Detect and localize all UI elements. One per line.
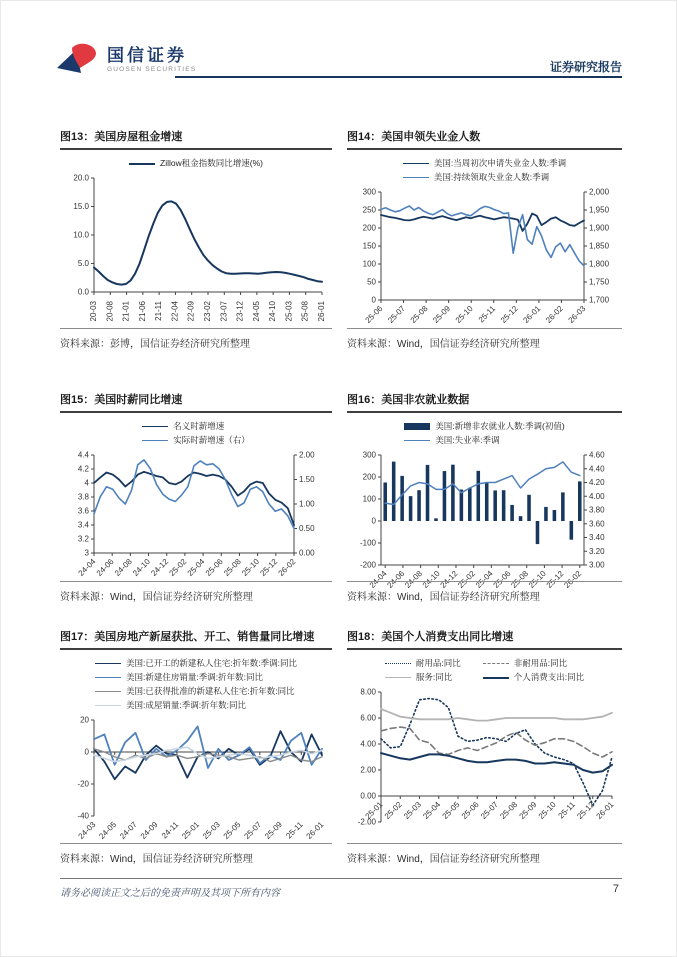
legend-swatch <box>385 663 411 664</box>
svg-text:200: 200 <box>362 472 376 482</box>
figure-title: 图13：美国房屋租金增速 <box>60 128 332 150</box>
svg-text:3.80: 3.80 <box>589 505 605 515</box>
brand-name-en: GUOSEN SECURITIES <box>107 66 197 73</box>
svg-text:1,750: 1,750 <box>589 277 610 287</box>
svg-text:25-04: 25-04 <box>185 557 207 578</box>
legend-swatch <box>483 677 509 679</box>
svg-text:25-10: 25-10 <box>240 557 262 578</box>
source-note: 资料来源：Wind，国信证券经济研究所整理 <box>347 843 622 865</box>
svg-text:25-08: 25-08 <box>300 301 310 322</box>
legend-label: 耐用品:同比 <box>415 658 461 668</box>
svg-text:4: 4 <box>84 478 89 488</box>
svg-text:0.00: 0.00 <box>299 548 315 558</box>
svg-text:4.4: 4.4 <box>77 450 89 460</box>
svg-text:-200: -200 <box>359 560 376 570</box>
svg-text:24-10: 24-10 <box>131 557 152 578</box>
svg-text:25-07: 25-07 <box>479 800 500 821</box>
svg-text:24-03: 24-03 <box>76 820 98 841</box>
chart-canvas <box>60 449 332 579</box>
legend-swatch <box>404 423 430 430</box>
guosen-logo-icon <box>55 42 99 78</box>
chart-legend <box>347 420 622 447</box>
svg-text:5.0: 5.0 <box>77 259 89 268</box>
svg-text:4.20: 4.20 <box>589 478 605 487</box>
svg-text:24-05: 24-05 <box>97 820 119 841</box>
legend-label: 非耐用品:同比 <box>513 658 568 668</box>
source-note: 资料来源：Wind，国信证券经济研究所整理 <box>347 581 622 603</box>
svg-text:25-08: 25-08 <box>498 800 520 821</box>
svg-text:25-03: 25-03 <box>200 820 222 841</box>
svg-text:25-09: 25-09 <box>517 800 539 821</box>
chart-canvas <box>347 449 622 590</box>
svg-text:24-10: 24-10 <box>268 301 278 322</box>
svg-text:3.40: 3.40 <box>589 533 605 542</box>
svg-text:25-09: 25-09 <box>431 304 453 325</box>
legend-swatch <box>142 426 168 427</box>
legend-item <box>483 671 584 684</box>
svg-text:25-12: 25-12 <box>544 569 566 590</box>
legend-label: 美国:失业率:季调 <box>435 435 500 445</box>
svg-text:25-01: 25-01 <box>363 800 385 821</box>
svg-text:10.0: 10.0 <box>73 230 89 240</box>
brand <box>55 42 196 78</box>
svg-text:-100: -100 <box>359 538 376 548</box>
figure-title: 图15：美国时薪同比增速 <box>60 391 332 413</box>
svg-text:25-01: 25-01 <box>180 820 202 841</box>
svg-text:25-08: 25-08 <box>408 304 430 325</box>
svg-text:25-08: 25-08 <box>222 557 243 578</box>
svg-text:21-06: 21-06 <box>137 301 147 322</box>
legend-item <box>404 434 564 447</box>
chart-canvas <box>347 686 622 836</box>
figure-title: 图16：美国非农就业数据 <box>347 391 622 413</box>
svg-text:0: 0 <box>371 516 376 526</box>
brand-text <box>107 46 196 74</box>
legend-item <box>403 157 566 170</box>
figure-title: 图14：美国申领失业金人数 <box>347 128 622 150</box>
svg-text:25-12: 25-12 <box>498 304 520 325</box>
svg-text:20-03: 20-03 <box>89 301 98 322</box>
svg-text:250: 250 <box>362 205 376 215</box>
svg-text:-20: -20 <box>77 779 89 789</box>
legend-label: 美国:新增非农就业人数:季调(初值) <box>435 421 565 431</box>
footer-divider <box>60 878 622 879</box>
legend-swatch <box>95 677 121 678</box>
svg-text:25-10: 25-10 <box>526 569 548 590</box>
svg-text:8.00: 8.00 <box>360 687 376 697</box>
legend-label: 实际时薪增速（右） <box>173 435 250 445</box>
svg-text:4.60: 4.60 <box>589 450 605 460</box>
chart-legend <box>60 157 332 170</box>
svg-text:3.20: 3.20 <box>589 546 605 556</box>
svg-text:15.0: 15.0 <box>73 202 89 211</box>
svg-text:1,700: 1,700 <box>589 295 610 305</box>
legend-label: Zillow租金指数同比增速(%) <box>160 158 263 168</box>
svg-text:25-09: 25-09 <box>263 820 284 841</box>
chart-legend <box>60 420 332 447</box>
svg-text:150: 150 <box>362 241 376 251</box>
figure-panel-13 <box>60 128 332 350</box>
svg-text:25-06: 25-06 <box>363 304 385 325</box>
svg-text:0.00: 0.00 <box>360 791 376 801</box>
svg-text:25-07: 25-07 <box>386 304 407 325</box>
chart-legend <box>347 657 622 684</box>
svg-text:23-12: 23-12 <box>235 301 245 322</box>
footer-disclaimer: 请务必阅读正文之后的免责声明及其项下所有内容 <box>60 888 280 899</box>
svg-text:4.2: 4.2 <box>77 464 89 474</box>
svg-text:23-02: 23-02 <box>203 301 212 322</box>
legend-swatch <box>142 440 168 441</box>
svg-text:20-08: 20-08 <box>105 301 115 322</box>
svg-text:1.50: 1.50 <box>299 475 315 484</box>
svg-text:2.00: 2.00 <box>360 765 376 775</box>
svg-text:26-01: 26-01 <box>304 820 326 841</box>
svg-text:25-06: 25-06 <box>491 569 513 590</box>
svg-text:25-12: 25-12 <box>575 800 597 821</box>
figure-panel-17 <box>60 628 332 865</box>
svg-text:22-04: 22-04 <box>170 301 180 322</box>
svg-text:24-11: 24-11 <box>159 820 181 841</box>
svg-text:3.4: 3.4 <box>77 520 89 530</box>
svg-text:25-12: 25-12 <box>258 557 280 578</box>
header-divider <box>175 76 622 78</box>
svg-text:50: 50 <box>367 277 376 287</box>
svg-text:25-05: 25-05 <box>440 800 462 821</box>
svg-text:0.0: 0.0 <box>77 287 89 297</box>
svg-text:4.00: 4.00 <box>360 739 376 749</box>
svg-text:1,950: 1,950 <box>589 205 610 215</box>
svg-text:3.8: 3.8 <box>77 492 89 502</box>
legend-swatch <box>483 663 509 664</box>
svg-text:25-11: 25-11 <box>556 800 577 821</box>
legend-swatch <box>403 177 429 178</box>
svg-text:24-06: 24-06 <box>94 557 116 578</box>
svg-text:26-01: 26-01 <box>317 301 326 322</box>
legend-label: 美国:已开工的新建私人住宅:折年数:季调:同比 <box>126 658 297 668</box>
svg-text:25-04: 25-04 <box>421 800 443 821</box>
legend-item <box>142 434 250 447</box>
svg-text:26-02: 26-02 <box>544 304 565 325</box>
legend-item <box>129 157 263 170</box>
source-note: 资料来源：Wind，国信证券经济研究所整理 <box>347 328 622 350</box>
svg-text:300: 300 <box>362 450 376 460</box>
legend-label: 美国:成屋销量:季调:折年数:同比 <box>126 700 246 710</box>
legend-swatch <box>95 663 121 664</box>
legend-item <box>95 657 297 670</box>
legend-swatch <box>403 163 429 164</box>
legend-label: 美国:已获得批准的新建私人住宅:折年数:同比 <box>126 686 295 696</box>
svg-text:24-04: 24-04 <box>367 569 389 590</box>
svg-text:3.00: 3.00 <box>589 560 605 570</box>
svg-text:26-01: 26-01 <box>521 304 543 325</box>
svg-text:25-10: 25-10 <box>453 304 475 325</box>
svg-text:21-01: 21-01 <box>121 301 131 322</box>
svg-text:24-10: 24-10 <box>420 569 442 590</box>
svg-text:24-08: 24-08 <box>403 569 425 590</box>
svg-text:25-05: 25-05 <box>221 820 243 841</box>
svg-text:25-03: 25-03 <box>284 301 294 322</box>
svg-text:2.00: 2.00 <box>299 450 315 460</box>
svg-text:24-07: 24-07 <box>118 820 139 841</box>
svg-text:300: 300 <box>362 187 376 197</box>
svg-text:3.6: 3.6 <box>77 506 89 516</box>
legend-swatch <box>95 691 121 692</box>
svg-text:25-04: 25-04 <box>473 569 495 590</box>
svg-text:24-09: 24-09 <box>138 820 160 841</box>
svg-text:24-08: 24-08 <box>112 557 134 578</box>
svg-text:25-07: 25-07 <box>242 820 264 841</box>
svg-text:24-05: 24-05 <box>251 301 261 322</box>
figure-panel-18 <box>347 628 622 865</box>
svg-text:1,900: 1,900 <box>589 223 610 233</box>
chart-canvas <box>60 714 332 842</box>
svg-text:100: 100 <box>362 259 376 269</box>
legend-item <box>95 685 297 698</box>
source-note: 资料来源：彭博，国信证券经济研究所整理 <box>60 328 332 350</box>
svg-text:0.50: 0.50 <box>299 524 315 533</box>
svg-text:0: 0 <box>84 747 89 757</box>
legend-swatch <box>95 705 121 706</box>
svg-text:3.2: 3.2 <box>77 534 89 544</box>
svg-text:4.40: 4.40 <box>589 464 605 474</box>
svg-text:25-11: 25-11 <box>476 304 498 325</box>
svg-text:24-04: 24-04 <box>76 557 98 578</box>
svg-text:26-03: 26-03 <box>566 304 588 325</box>
legend-swatch <box>129 163 155 165</box>
svg-text:25-02: 25-02 <box>456 569 478 590</box>
source-note: 资料来源：Wind，国信证券经济研究所整理 <box>60 843 332 865</box>
figure-title: 图17：美国房地产新屋获批、开工、销售量同比增速 <box>60 628 332 650</box>
svg-text:25-06: 25-06 <box>459 800 481 821</box>
legend-swatch <box>404 440 430 441</box>
svg-text:2,000: 2,000 <box>589 187 610 197</box>
legend-label: 美国:新建住房销量:季调:折年数:同比 <box>126 672 263 682</box>
svg-text:25-11: 25-11 <box>284 820 305 841</box>
page-number: 7 <box>612 883 619 895</box>
svg-text:1,800: 1,800 <box>589 259 610 269</box>
figure-panel-14 <box>347 128 622 350</box>
svg-text:24-12: 24-12 <box>438 569 460 590</box>
svg-text:-40: -40 <box>77 811 89 821</box>
report-type-label: 证券研究报告 <box>549 60 622 74</box>
svg-text:6.00: 6.00 <box>360 713 376 723</box>
legend-item <box>483 657 584 670</box>
legend-item <box>385 671 461 684</box>
svg-text:25-02: 25-02 <box>382 800 404 821</box>
svg-text:22-09: 22-09 <box>186 301 196 322</box>
brand-name-cn: 国信证券 <box>107 46 187 65</box>
svg-text:25-02: 25-02 <box>167 557 189 578</box>
chart-canvas <box>347 186 622 326</box>
svg-text:1,850: 1,850 <box>589 241 610 251</box>
chart-legend <box>60 657 332 712</box>
svg-text:21-11: 21-11 <box>154 301 164 321</box>
chart-canvas <box>60 172 332 324</box>
svg-text:1.00: 1.00 <box>299 499 315 509</box>
svg-text:24-06: 24-06 <box>385 569 407 590</box>
svg-text:26-02: 26-02 <box>562 569 584 590</box>
svg-text:-2.00: -2.00 <box>357 817 376 827</box>
svg-text:26-01: 26-01 <box>594 800 616 821</box>
legend-label: 个人消费支出:同比 <box>513 672 585 682</box>
svg-text:26-02: 26-02 <box>276 557 298 578</box>
svg-text:20: 20 <box>80 715 89 725</box>
legend-label: 服务:同比 <box>415 672 453 682</box>
legend-item <box>404 420 564 433</box>
svg-text:0: 0 <box>371 295 376 305</box>
legend-swatch <box>385 677 411 678</box>
legend-label: 美国:当周初次申请失业金人数:季调 <box>433 158 567 168</box>
svg-text:4.00: 4.00 <box>589 491 605 501</box>
legend-item <box>95 671 297 684</box>
source-note: 资料来源：Wind，国信证券经济研究所整理 <box>60 581 332 603</box>
figure-panel-16 <box>347 391 622 603</box>
figure-title: 图18：美国个人消费支出同比增速 <box>347 628 622 650</box>
legend-label: 美国:持续领取失业金人数:季调 <box>433 172 550 182</box>
svg-text:20.0: 20.0 <box>73 173 89 183</box>
svg-text:23-07: 23-07 <box>219 301 229 322</box>
chart-legend <box>347 157 622 184</box>
figure-panel-15 <box>60 391 332 603</box>
svg-text:25-08: 25-08 <box>509 569 531 590</box>
svg-text:24-12: 24-12 <box>149 557 171 578</box>
legend-label: 名义时薪增速 <box>173 421 225 431</box>
legend-item <box>385 657 461 670</box>
svg-text:3: 3 <box>84 548 89 558</box>
svg-text:25-03: 25-03 <box>402 800 423 821</box>
svg-text:200: 200 <box>362 223 376 233</box>
svg-text:25-06: 25-06 <box>203 557 225 578</box>
svg-text:100: 100 <box>362 494 376 504</box>
svg-text:25-10: 25-10 <box>536 800 558 821</box>
legend-item <box>95 699 297 712</box>
legend-item <box>142 420 250 433</box>
legend-item <box>403 171 566 184</box>
svg-text:3.60: 3.60 <box>589 519 605 529</box>
